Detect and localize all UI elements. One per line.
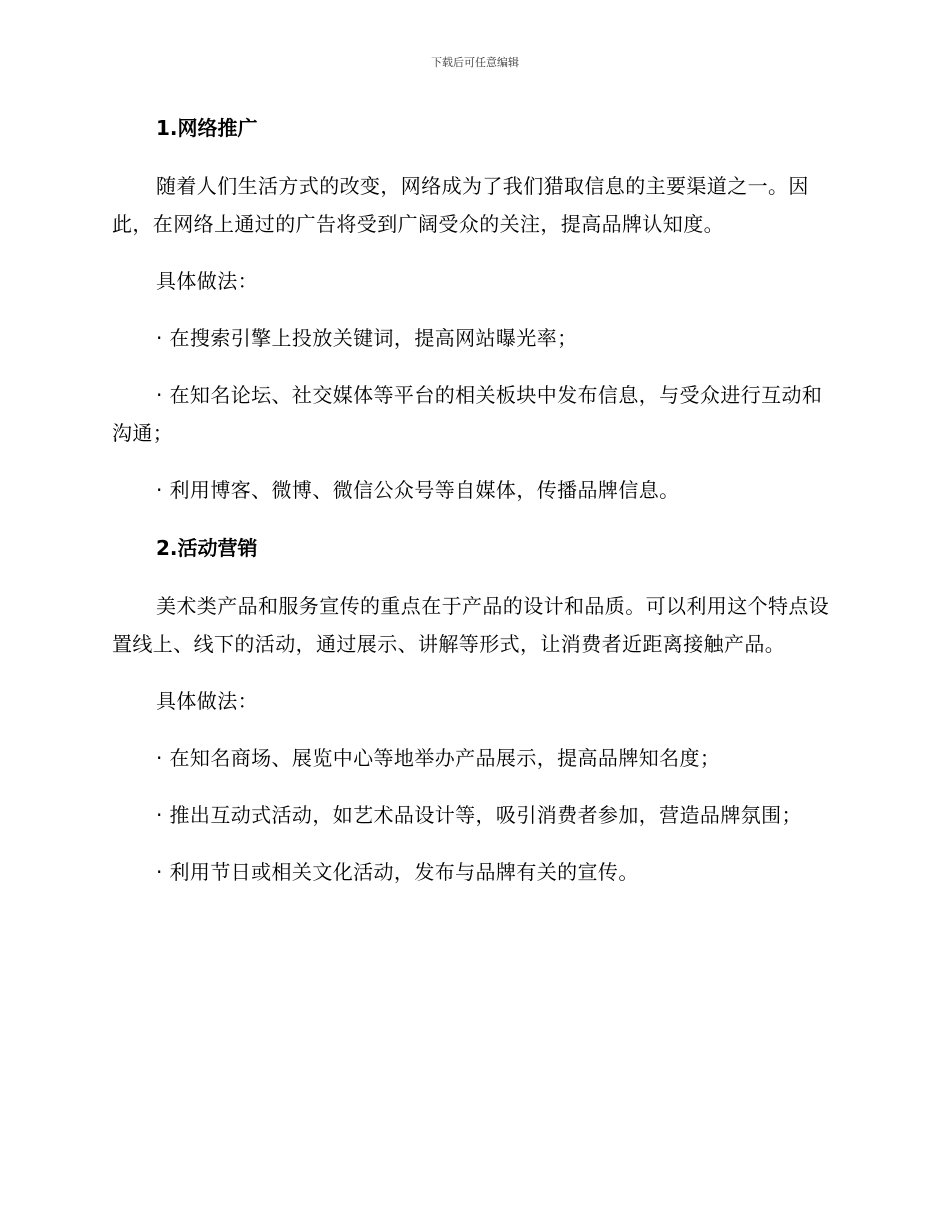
method-label: 具体做法： bbox=[156, 269, 258, 293]
document-body bbox=[112, 108, 832, 910]
list-item: · 在搜索引擎上投放关键词，提高网站曝光率； bbox=[156, 326, 578, 350]
page-header: 下载后可任意编辑 bbox=[431, 56, 519, 69]
section-intro: 美术类产品和服务宣传的重点在于产品的设计和品质。可以利用这个特点设置线上、线下的活动，通过展示、讲解等形式，让消费者近距离接触产品。 bbox=[112, 594, 830, 656]
section-intro: 随着人们生活方式的改变，网络成为了我们猎取信息的主要渠道之一。因此，在网络上通过的广告将受到广阔受众的关注，提高品牌认知度。 bbox=[112, 174, 809, 236]
section-heading: 1.网络推广 bbox=[156, 116, 258, 140]
section-heading: 2.活动营销 bbox=[156, 536, 258, 560]
method-label: 具体做法： bbox=[156, 689, 258, 713]
list-item: · 利用节日或相关文化活动，发布与品牌有关的宣传。 bbox=[156, 860, 639, 884]
list-item: · 利用博客、微博、微信公众号等自媒体，传播品牌信息。 bbox=[156, 478, 680, 502]
list-item: · 在知名商场、展览中心等地举办产品展示，提高品牌知名度； bbox=[156, 746, 721, 770]
list-item: · 推出互动式活动，如艺术品设计等，吸引消费者参加，营造品牌氛围； bbox=[156, 803, 802, 827]
list-item: · 在知名论坛、社交媒体等平台的相关板块中发布信息，与受众进行互动和沟通； bbox=[112, 383, 823, 445]
